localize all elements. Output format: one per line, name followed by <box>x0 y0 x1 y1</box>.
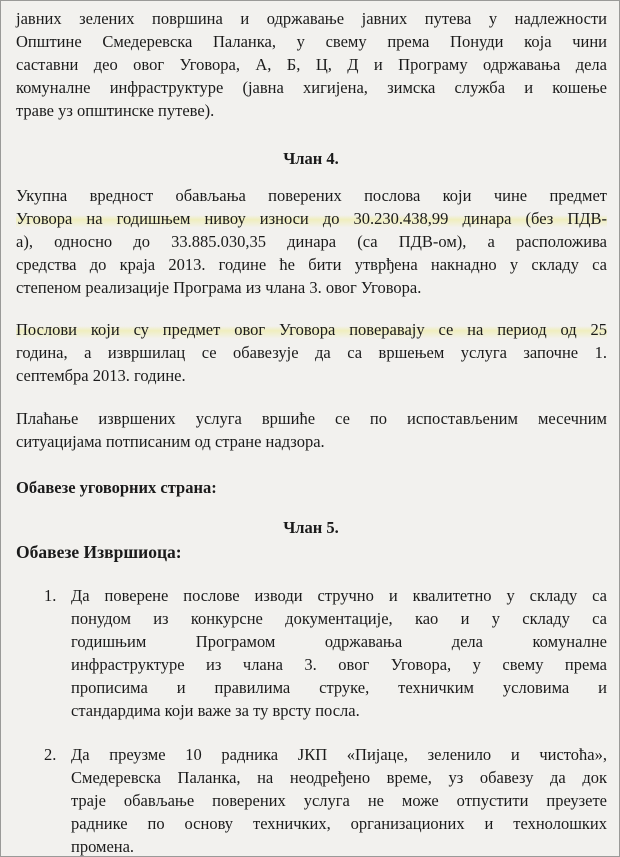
text-line: Плаћање извршених услуга вршиће се по испостављеним месечним <box>16 409 607 428</box>
obligations-heading: Обавезе уговорних страна: <box>16 478 217 497</box>
list-item-number: 1. <box>44 586 57 605</box>
text-line: Да преузме 10 радника ЈКП «Пијаце, зеленило и чистоћа», <box>71 745 607 764</box>
article-5-heading: Члан 5. <box>283 518 339 537</box>
text-line: средства до краја 2013. године ће бити утврђена накнадно у складу са <box>16 255 607 274</box>
text-line: понудом из конкурсне документације, као и у складу са <box>71 609 607 628</box>
text-line: Смедеревска Паланка, на неодређено време, уз обавезу да док <box>71 768 607 787</box>
text-line: промена. <box>71 837 135 856</box>
text-line: раднике по основу техничких, организационих и технолошких <box>71 814 607 833</box>
text-line: инфраструктуре из члана 3. овог Уговора, у свему према <box>71 655 607 674</box>
text-line: ситуацијама потписаним од стране надзора. <box>16 432 325 451</box>
article-4-heading: Члан 4. <box>283 149 339 168</box>
text-line: степеном реализације Програма из члана 3. овог Уговора. <box>16 278 422 297</box>
list-item <box>16 743 607 857</box>
text-line: прописима и правилима струке, техничким условима и <box>71 678 607 697</box>
highlighted-text-line: Уговора на годишњем нивоу износи до 30.230.438,99 динара (без ПДВ- <box>16 209 607 228</box>
article-4-paragraph-2 <box>16 318 607 387</box>
text-line: Укупна вредност обављања поверених послова који чине предмет <box>16 186 607 205</box>
text-line: септембра 2013. године. <box>16 366 186 385</box>
highlighted-text-line: Послови који су предмет овог Уговора поверавају се на период од 25 <box>16 320 607 339</box>
obligations-list <box>16 584 607 857</box>
text-line: а), односно до 33.885.030,35 динара (са ПДВ-ом), а расположива <box>16 232 607 251</box>
text-line: траве уз општинске путеве). <box>16 101 215 120</box>
list-item <box>16 584 607 722</box>
text-line: стандардима који важе за ту врсту посла. <box>71 701 360 720</box>
text-line: траје обављање поверених услуга не може отпустити преузете <box>71 791 607 810</box>
article-4-paragraph-1 <box>16 184 607 299</box>
text-line: Општине Смедеревска Паланка, у свему према Понуди која чини <box>16 32 607 51</box>
intro-paragraph <box>16 7 607 122</box>
text-line: година, а извршилац се обавезује да са вршењем услуга започне 1. <box>16 343 607 362</box>
contractor-obligations-heading: Обавезе Извршиоца: <box>16 542 182 562</box>
list-item-number: 2. <box>44 745 57 764</box>
text-line: саставни део овог Уговора, А, Б, Ц, Д и Програму одржавања дела <box>16 55 607 74</box>
text-line: комуналне инфраструктуре (јавна хигијена, зимска служба и кошење <box>16 78 607 97</box>
text-line: јавних зелених површина и одржавање јавних путева у надлежности <box>16 9 607 28</box>
text-line: Да поверене послове изводи стручно и квалитетно у складу са <box>71 586 607 605</box>
article-4-paragraph-3 <box>16 407 607 453</box>
text-line: годишњим Програмом одржавања дела комуналне <box>71 632 607 651</box>
